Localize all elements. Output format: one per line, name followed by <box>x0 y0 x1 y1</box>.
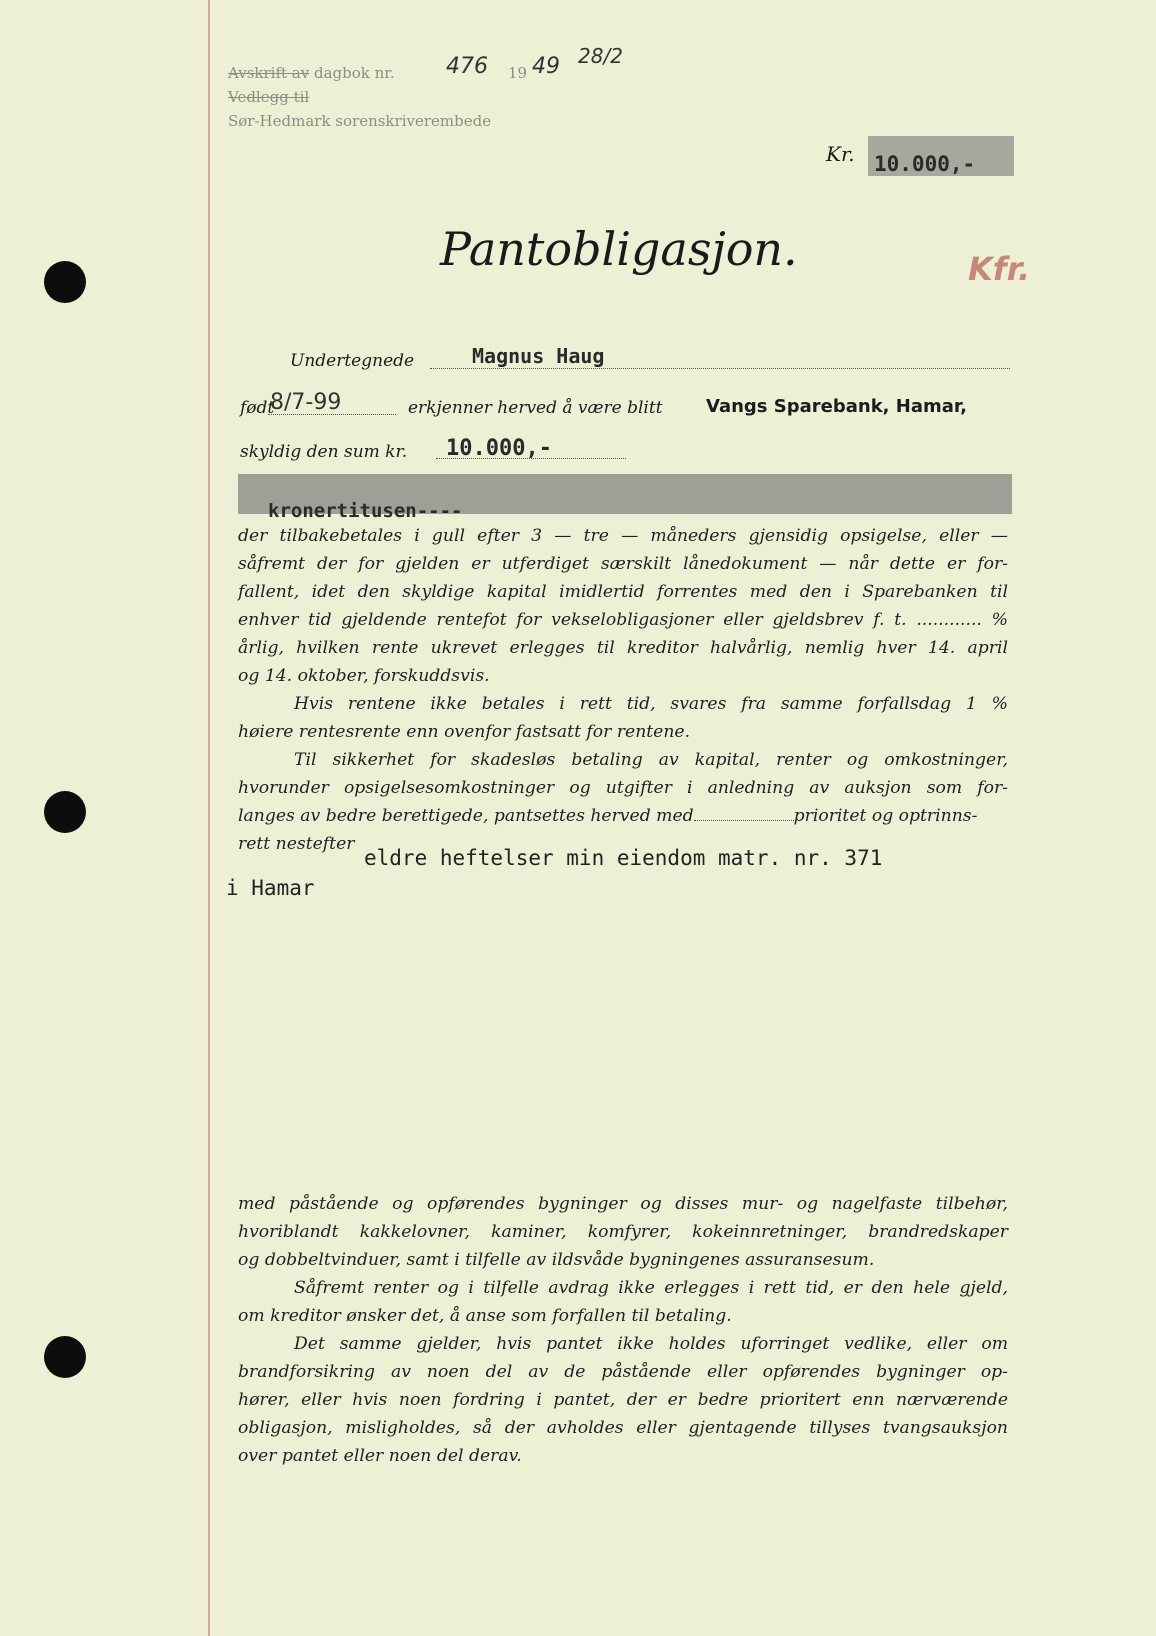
undertegnede-line <box>430 368 1010 369</box>
document-title: Pantobligasjon. <box>440 222 798 276</box>
office-line1 <box>228 64 395 82</box>
text-line: høiere rentesrente enn ovenfor fastsatt for rentene. <box>238 722 691 742</box>
paragraph-maintenance <box>238 1330 1008 1470</box>
office-line3: Sør-Hedmark sorenskriverembede <box>228 112 492 130</box>
text-line: over pantet eller noen del derav. <box>238 1446 522 1466</box>
amount-label: Kr. <box>826 142 855 166</box>
office-line1-rest: dagbok nr. <box>314 64 395 82</box>
punch-hole-bottom <box>44 1336 86 1378</box>
text-line: om kreditor ønsker det, å anse som forfallen til betaling. <box>238 1306 732 1326</box>
bank-name: Vangs Sparebank, Hamar, <box>706 396 967 417</box>
text-line: obligasjon, misligholdes, så der avholdes eller gjentagende tillyses tvangsauksjon <box>238 1418 1008 1438</box>
paragraph-interest <box>238 690 1008 746</box>
erkjenner-text: erkjenner herved å være blitt <box>408 398 663 418</box>
amount-words: kronertitusen---- <box>268 500 463 522</box>
text-line: såfremt der for gjelden er utferdiget særskilt lånedokument — når dette er for- <box>238 554 1008 574</box>
paragraph-terms <box>238 522 1008 690</box>
amount-box-value: 10.000,- <box>874 152 976 176</box>
year-prefix: 19 <box>508 64 528 82</box>
text-line: rett nestefter <box>238 834 355 854</box>
text-line: enhver tid gjeldende rentefot for vekselobligasjoner eller gjeldsbrev f. t. ............ % <box>238 610 1008 630</box>
text-line: brandforsikring av noen del av de påstående eller opførendes bygninger op- <box>238 1362 1008 1382</box>
dagbok-number: 476 <box>446 54 488 79</box>
fodt-value: 8/7-99 <box>270 390 342 415</box>
paragraph-buildings <box>238 1190 1008 1274</box>
text-line: og dobbeltvinduer, samt i tilfelle av ildsvåde bygningenes assuransesum. <box>238 1250 875 1270</box>
property-typed-line2: i Hamar <box>226 876 315 900</box>
punch-hole-top <box>44 261 86 303</box>
property-typed-line1: eldre heftelser min eiendom matr. nr. 371 <box>364 846 883 870</box>
skyldig-value: 10.000,- <box>446 436 552 461</box>
kfr-stamp: Kfr. <box>968 250 1031 288</box>
text-line: med påstående og opførendes bygninger og disses mur- og nagelfaste tilbehør, <box>238 1194 1008 1214</box>
fodt-label: født <box>240 398 275 418</box>
security-text-a: langes av bedre berettigede, pantsettes herved med <box>238 806 694 826</box>
text-line: årlig, hvilken rente ukrevet erlegges til kreditor halvårlig, nemlig hver 14. april <box>238 638 1008 658</box>
margin-line <box>208 0 210 1636</box>
year-handwritten: 49 <box>532 54 560 79</box>
office-line2-struck: Vedlegg til <box>228 88 310 106</box>
text-line: der tilbakebetales i gull efter 3 — tre — måneders gjensidig opsigelse, eller — <box>238 526 1008 546</box>
undertegnede-value: Magnus Haug <box>472 344 605 368</box>
priority-blank <box>694 820 794 821</box>
punch-hole-middle <box>44 791 86 833</box>
text-line: hvorunder opsigelsesomkostninger og utgifter i anledning av auksjon som for- <box>238 778 1008 798</box>
text-line: Til sikkerhet for skadesløs betaling av kapital, renter og omkostninger, <box>294 750 1008 770</box>
office-line1-struck: Avskrift av <box>228 64 310 82</box>
paragraph-security <box>238 746 1008 858</box>
text-line: Såfremt renter og i tilfelle avdrag ikke erlegges i rett tid, er den hele gjeld, <box>294 1278 1008 1298</box>
undertegnede-label: Undertegnede <box>290 351 415 371</box>
skyldig-label: skyldig den sum kr. <box>240 442 408 462</box>
text-line: fallent, idet den skyldige kapital imidlertid forrentes med den i Sparebanken til <box>238 582 1008 602</box>
text-line: Det samme gjelder, hvis pantet ikke holdes uforringet vedlike, eller om <box>294 1334 1008 1354</box>
text-line: og 14. oktober, forskuddsvis. <box>238 666 490 686</box>
text-line: hører, eller hvis noen fordring i pantet, der er bedre prioritert enn nærværende <box>238 1390 1008 1410</box>
text-line: hvoriblandt kakkelovner, kaminer, komfyrer, kokeinnretninger, brandredskaper <box>238 1222 1008 1242</box>
text-line <box>238 802 1008 830</box>
date-handwritten: 28/2 <box>578 44 623 68</box>
text-line: Hvis rentene ikke betales i rett tid, svares fra samme forfallsdag 1 % <box>294 694 1008 714</box>
paragraph-default <box>238 1274 1008 1330</box>
security-text-b: prioritet og optrinns- <box>793 806 978 826</box>
